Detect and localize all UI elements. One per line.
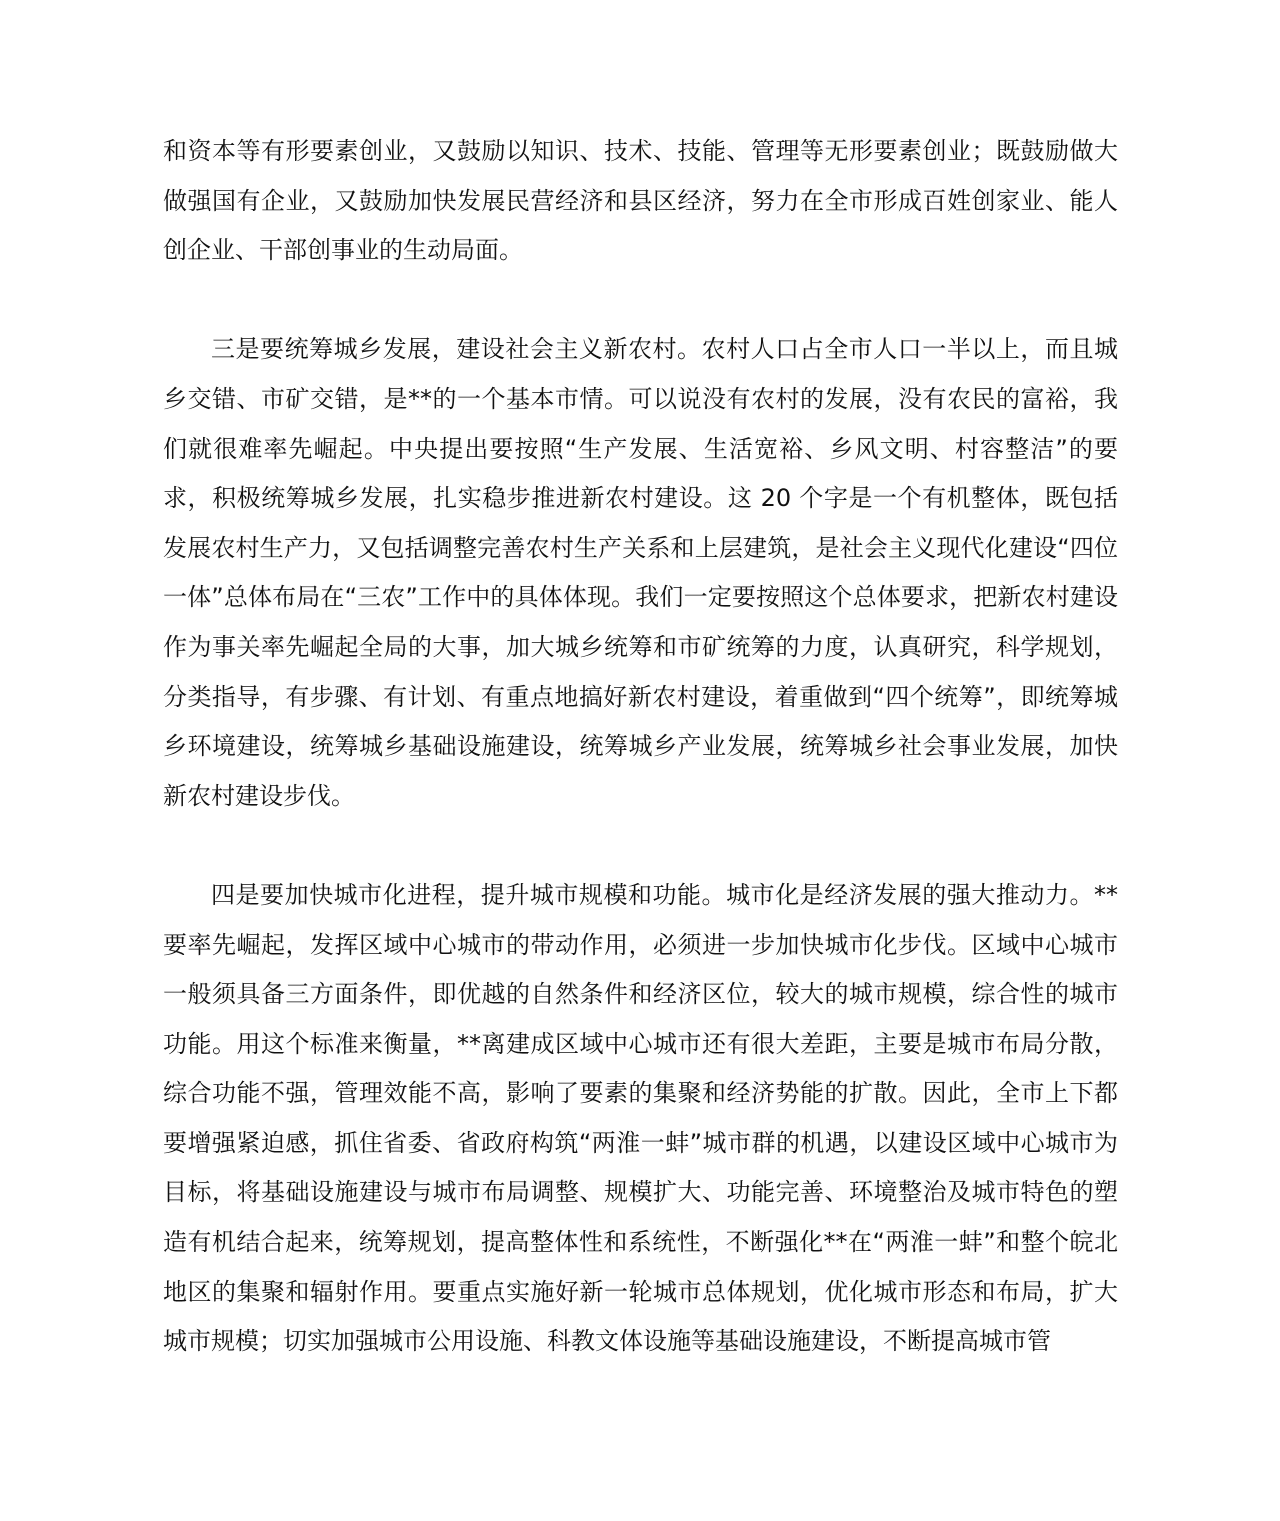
paragraph-continuation: 和资本等有形要素创业，又鼓励以知识、技术、技能、管理等无形要素创业；既鼓励做大做强国有企业，又鼓励加快发展民营经济和县区经济，努力在全市形成百姓创家业、能人创企业、干部创事业的生动局面。: [163, 137, 1118, 265]
paragraph-spacer: [163, 276, 1118, 326]
paragraph-rural-development: 三是要统筹城乡发展，建设社会主义新农村。农村人口占全市人口一半以上，而且城乡交错、市矿交错，是**的一个基本市情。可以说没有农村的发展，没有农民的富裕，我们就很难率先崛起。中央提出要按照“生产发展、生活宽裕、乡风文明、村容整洁”的要求，积极统筹城乡发展，扎实稳步推进新农村建设。这 20 个字是一个有机整体，既包括发展农村生产力，又包括调整完善农村生产关系和上层建筑，是社会主义现代化建设“四位一体”总体布局在“三农”工作中的具体体现。我们一定要按照这个总体要求，把新农村建设作为事关率先崛起全局的大事，加大城乡统筹和市矿统筹的力度，认真研究，科学规划，分类指导，有步骤、有计划、有重点地搞好新农村建设，着重做到“四个统筹”，即统筹城乡环境建设，统筹城乡基础设施建设，统筹城乡产业发展，统筹城乡社会事业发展，加快新农村建设步伐。: [163, 335, 1118, 810]
paragraph-spacer: [163, 821, 1118, 871]
document-page: [163, 127, 1118, 1367]
paragraph-urbanization: 四是要加快城市化进程，提升城市规模和功能。城市化是经济发展的强大推动力。**要率先崛起，发挥区域中心城市的带动作用，必须进一步加快城市化步伐。区域中心城市一般须具备三方面条件，即优越的自然条件和经济区位，较大的城市规模，综合性的城市功能。用这个标准来衡量，**离建成区域中心城市还有很大差距，主要是城市布局分散，综合功能不强，管理效能不高，影响了要素的集聚和经济势能的扩散。因此，全市上下都要增强紧迫感，抓住省委、省政府构筑“两淮一蚌”城市群的机遇，以建设区域中心城市为目标，将基础设施建设与城市布局调整、规模扩大、功能完善、环境整治及城市特色的塑造有机结合起来，统筹规划，提高整体性和系统性，不断强化**在“两淮一蚌”和整个皖北地区的集聚和辐射作用。要重点实施好新一轮城市总体规划，优化城市形态和布局，扩大城市规模；切实加强城市公用设施、科教文体设施等基础设施建设，不断提高城市管: [163, 880, 1118, 1356]
